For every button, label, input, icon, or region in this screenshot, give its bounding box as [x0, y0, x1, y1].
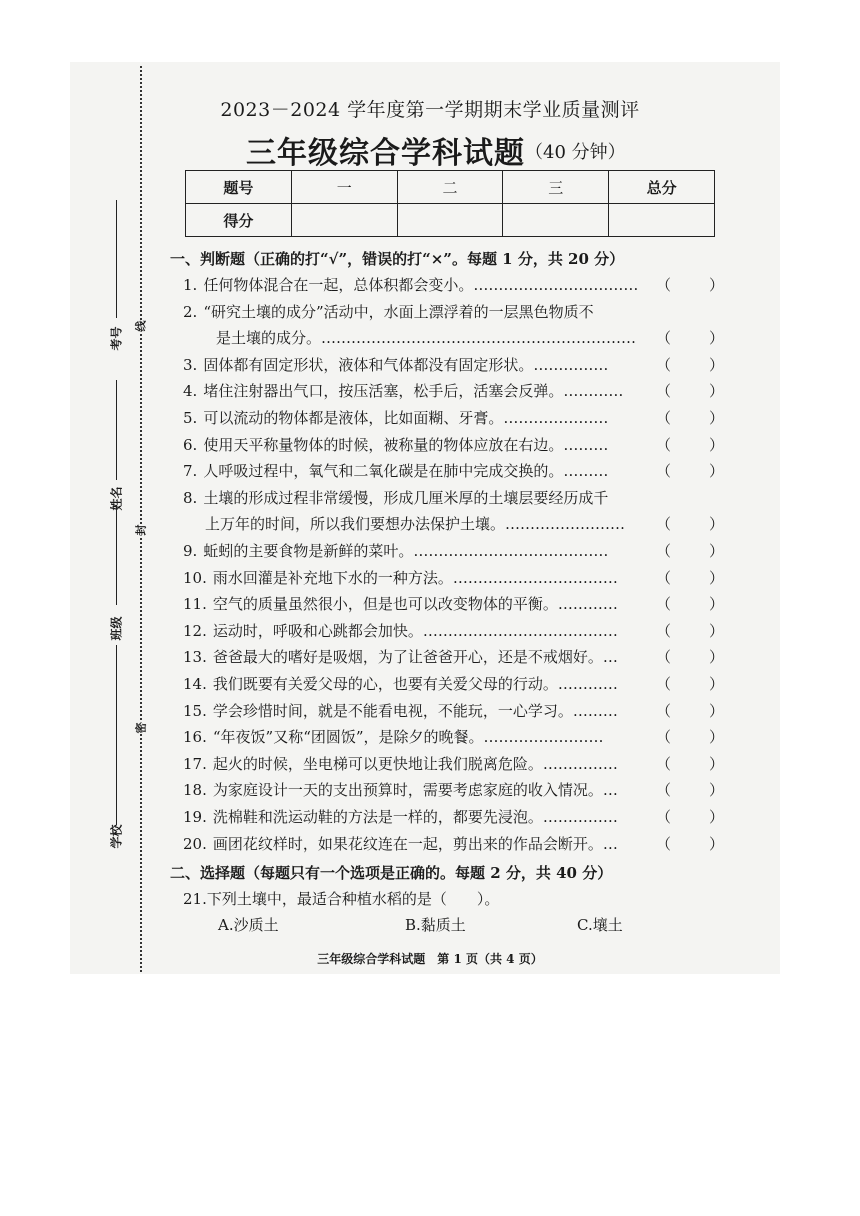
answer-bracket-open[interactable]: （: [656, 834, 672, 853]
answer-bracket-open[interactable]: （: [656, 728, 672, 747]
answer-bracket-open[interactable]: （: [656, 462, 672, 481]
question-text: “研究土壤的成分”活动中，水面上漂浮着的一层黑色物质不: [203, 302, 594, 321]
true-false-question: [183, 646, 718, 667]
question-number: 2.: [183, 302, 198, 321]
question-number: 3.: [183, 355, 198, 374]
question-text: 堵住注射器出气口，按压活塞，松手后，活塞会反弹。…………: [203, 382, 624, 401]
answer-bracket-close: ）: [709, 728, 725, 747]
binding-dotted-line: [140, 66, 142, 972]
answer-bracket-open[interactable]: （: [656, 701, 672, 720]
question-text: 可以流动的物体都是液体，比如面糊、牙膏。…………………: [203, 409, 609, 427]
question-text: 画团花纹样时，如果花纹连在一起，剪出来的作品会断开。…: [212, 834, 618, 853]
answer-bracket-open[interactable]: （: [656, 382, 672, 401]
section1-heading: 一、判断题（正确的打“√”，错误的打“×”。每题 1 分，共 20 分）: [170, 250, 625, 268]
answer-bracket-close: ）: [709, 648, 725, 667]
answer-bracket-close: ）: [709, 462, 725, 481]
score-cell[interactable]: [397, 204, 503, 237]
question-text: 学会珍惜时间，就是不能看电视，不能玩，一心学习。………: [212, 701, 618, 720]
choice-question-21: [183, 888, 718, 909]
score-header-cell: 总分: [609, 171, 715, 204]
answer-bracket-open[interactable]: （: [656, 595, 672, 614]
question-text: 我们既要有关爱父母的心，也要有关爱父母的行动。…………: [212, 675, 618, 693]
binding-mark-seal: 封: [134, 524, 148, 536]
true-false-question: [183, 487, 718, 508]
question-number: 11.: [183, 595, 207, 614]
score-table-header-row: [186, 171, 715, 204]
answer-bracket-close: ）: [709, 542, 725, 560]
true-false-question: [183, 354, 718, 375]
question-text: 任何物体混合在一起，总体积都会变小。……………………………: [203, 276, 639, 294]
name-label: 姓名: [109, 486, 124, 511]
score-row-label: 得分: [186, 204, 292, 237]
answer-bracket-close: ）: [709, 568, 725, 587]
question-number: 13.: [183, 648, 207, 667]
question-text: “年夜饭”又称“团圆饭”，是除夕的晚餐。……………………: [212, 728, 604, 747]
exam-title-line2: 三年级综合学科试题: [246, 136, 525, 171]
question-text: 蚯蚓的主要食物是新鲜的菜叶。…………………………………: [203, 542, 609, 560]
score-header-cell: 一: [291, 171, 397, 204]
question-number: 20.: [183, 834, 207, 853]
true-false-question: [183, 806, 718, 827]
answer-bracket-open[interactable]: （: [656, 648, 672, 667]
true-false-question: [183, 301, 718, 322]
question-text: 起火的时候，坐电梯可以更快地让我们脱离危险。……………: [212, 754, 618, 773]
question-text: 洗棉鞋和洗运动鞋的方法是一样的，都要先浸泡。……………: [212, 808, 618, 826]
option-c[interactable]: C.壤土: [577, 916, 623, 934]
option-b[interactable]: B.黏质土: [405, 916, 466, 934]
question-text: 固体都有固定形状，液体和气体都没有固定形状。……………: [203, 355, 609, 374]
question-text: 雨水回灌是补充地下水的一种方法。……………………………: [212, 568, 618, 587]
answer-bracket-open[interactable]: （: [656, 754, 672, 773]
answer-bracket-close: ）: [709, 781, 725, 800]
true-false-question: [183, 274, 718, 295]
question-number: 5.: [183, 409, 198, 427]
answer-bracket-close: ）: [709, 409, 725, 427]
question-number: 6.: [183, 435, 198, 454]
exam-number-label: 考号: [109, 326, 124, 351]
question-number: 9.: [183, 542, 198, 560]
school-label: 学校: [109, 824, 124, 849]
question-number: 19.: [183, 808, 207, 826]
answer-bracket-close: ）: [709, 621, 725, 640]
answer-bracket-open[interactable]: （: [656, 329, 672, 348]
binding-mark-line: 线: [134, 320, 148, 332]
score-table-score-row: [186, 204, 715, 237]
answer-bracket-close: ）: [709, 834, 725, 853]
answer-bracket-open[interactable]: （: [656, 355, 672, 374]
question-number: 16.: [183, 728, 207, 747]
answer-bracket-open[interactable]: （: [656, 542, 672, 560]
question-text: 下列土壤中，最适合种植水稻的是（ ）。: [206, 890, 500, 908]
question-text: 空气的质量虽然很小，但是也可以改变物体的平衡。…………: [212, 595, 618, 614]
question-number: 21.: [183, 890, 207, 908]
true-false-question: [183, 593, 718, 614]
answer-bracket-close: ）: [709, 754, 725, 773]
question-number: 14.: [183, 675, 207, 693]
true-false-question: [183, 700, 718, 721]
true-false-question: [183, 620, 718, 641]
question-number: 15.: [183, 701, 207, 720]
question-text: 土壤的形成过程非常缓慢，形成几厘米厚的土壤层要经历成千: [203, 488, 609, 507]
question-number: 12.: [183, 621, 207, 640]
question-number: 8.: [183, 488, 198, 507]
answer-bracket-open[interactable]: （: [656, 621, 672, 640]
score-cell[interactable]: [291, 204, 397, 237]
answer-bracket-close: ）: [709, 808, 725, 826]
class-line[interactable]: [116, 505, 117, 605]
answer-bracket-open[interactable]: （: [656, 435, 672, 454]
score-cell[interactable]: [609, 204, 715, 237]
answer-bracket-close: ）: [709, 675, 725, 693]
answer-bracket-close: ）: [709, 329, 725, 348]
answer-bracket-close: ）: [709, 435, 725, 454]
score-header-cell: 三: [503, 171, 609, 204]
option-a[interactable]: A.沙质土: [218, 916, 279, 934]
exam-number-line[interactable]: [116, 200, 117, 318]
answer-bracket-open[interactable]: （: [656, 515, 672, 534]
question-number: 10.: [183, 568, 207, 587]
score-header-cell: 题号: [186, 171, 292, 204]
answer-bracket-close: ）: [709, 355, 725, 374]
score-header-cell: 二: [397, 171, 503, 204]
section2-heading: 二、选择题（每题只有一个选项是正确的。每题 2 分，共 40 分）: [170, 864, 613, 882]
question-text: 爸爸最大的嗜好是吸烟，为了让爸爸开心，还是不戒烟好。…: [212, 648, 618, 667]
class-line-lower[interactable]: [116, 645, 117, 825]
answer-bracket-close: ）: [709, 276, 725, 294]
question-number: 1.: [183, 276, 198, 294]
answer-bracket-open[interactable]: （: [656, 276, 672, 294]
question-text-continued: 是土壤的成分。………………………………………………………: [216, 329, 637, 348]
answer-bracket-close: ）: [709, 382, 725, 401]
binding-mark-secret: 密: [134, 722, 148, 734]
true-false-question: [183, 673, 718, 694]
true-false-question: [183, 753, 718, 774]
answer-bracket-open[interactable]: （: [656, 675, 672, 693]
question-number: 17.: [183, 754, 207, 773]
true-false-question: [183, 779, 718, 800]
class-label: 班级: [109, 616, 124, 641]
exam-duration-note: （40 分钟）: [525, 142, 626, 163]
true-false-question: [183, 460, 718, 481]
true-false-question: [183, 407, 718, 428]
true-false-question: [183, 833, 718, 854]
answer-bracket-open[interactable]: （: [656, 808, 672, 826]
exam-title-line1: 2023－2024 学年度第一学期期末学业质量测评: [220, 99, 640, 121]
question-number: 4.: [183, 382, 198, 401]
true-false-question: [183, 567, 718, 588]
true-false-question: [183, 726, 718, 747]
question-text: 人呼吸过程中，氧气和二氧化碳是在肺中完成交换的。………: [203, 462, 609, 481]
true-false-question: [183, 434, 718, 455]
question-number: 18.: [183, 781, 207, 800]
name-line[interactable]: [116, 380, 117, 480]
score-table: [185, 170, 715, 237]
true-false-question: [183, 380, 718, 401]
answer-bracket-open[interactable]: （: [656, 409, 672, 427]
question-text: 使用天平称量物体的时候，被称量的物体应放在右边。………: [203, 435, 609, 454]
true-false-question: [183, 540, 718, 561]
question-number: 7.: [183, 462, 198, 481]
answer-bracket-open[interactable]: （: [656, 781, 672, 800]
question-text: 运动时，呼吸和心跳都会加快。…………………………………: [212, 621, 618, 640]
answer-bracket-close: ）: [709, 515, 725, 534]
page-footer: 三年级综合学科试题 第 1 页（共 4 页）: [317, 952, 543, 966]
answer-bracket-open[interactable]: （: [656, 568, 672, 587]
answer-bracket-close: ）: [709, 595, 725, 614]
question-text-continued: 上万年的时间，所以我们要想办法保护土壤。……………………: [205, 515, 626, 534]
answer-bracket-close: ）: [709, 701, 725, 720]
question-text: 为家庭设计一天的支出预算时，需要考虑家庭的收入情况。…: [212, 781, 618, 800]
score-cell[interactable]: [503, 204, 609, 237]
